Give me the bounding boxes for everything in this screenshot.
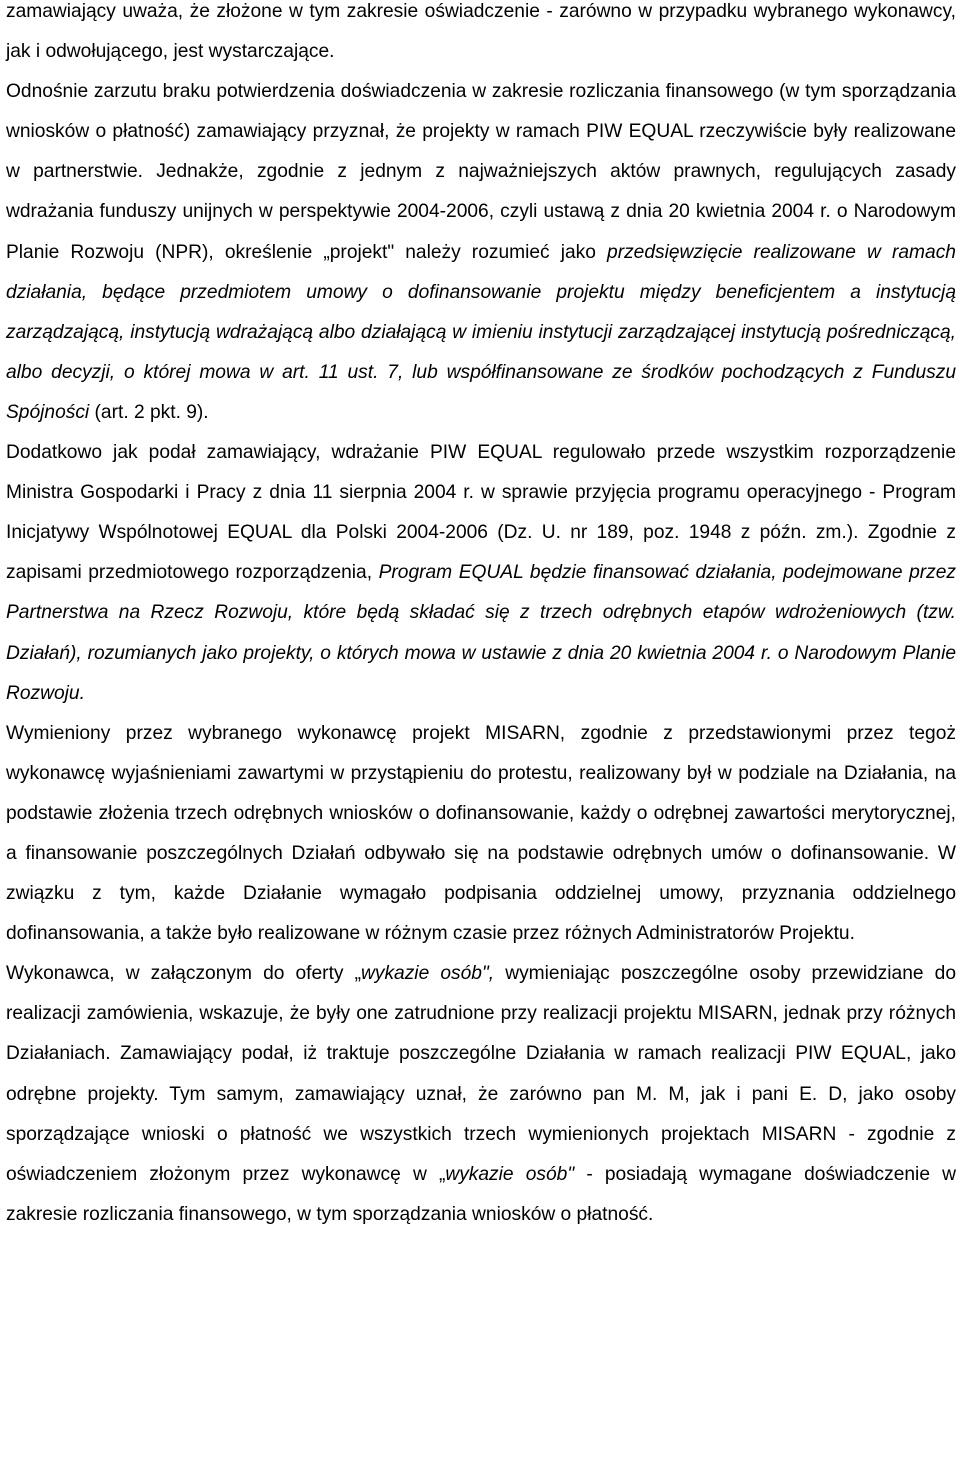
paragraph-1	[6, 0, 956, 72]
paragraph-2-citation: (art. 2 pkt. 9).	[89, 401, 209, 423]
paragraph-3-text: Dodatkowo jak podał zamawiający, wdrażanie PIW EQUAL regulowało przede wszystkim rozporządzenie Ministra Gospodarki i Pracy z dnia 11 sierpnia 2004 r. w sprawie przyjęcia programu operacyjnego - Program Inicjatywy Wspólnotowej EQUAL dla Polski 2004-2006 (Dz. U. nr 189, poz. 1948 z późn. zm.). Zgodnie z zapisami przedmiotowego rozporządzenia,	[6, 442, 956, 584]
paragraph-2-italic-definition: przedsięwzięcie realizowane w ramach działania, będące przedmiotem umowy o dofinansowanie projektu między beneficjentem a instytucją zarządzającą, instytucją wdrażającą albo działającą w imieniu instytucji zarządzającej instytucją pośredniczącą, albo decyzji, o której mowa w art. 11 ust. 7, lub współfinansowane ze środków pochodzących z Funduszu Spójności	[6, 241, 956, 423]
paragraph-5	[6, 954, 956, 1235]
paragraph-5-italic-list-name-2: wykazie osób"	[445, 1163, 575, 1185]
paragraph-5-italic-list-name: wykazie osób",	[361, 963, 495, 985]
paragraph-4-text: Wymieniony przez wybranego wykonawcę projekt MISARN, zgodnie z przedstawionymi przez tegoż wykonawcę wyjaśnieniami zawartymi w przystąpieniu do protestu, realizowany był w podziale na Działania, na podstawie złożenia trzech odrębnych wniosków o dofinansowanie, każdy o odrębnej zawartości merytorycznej, a finansowanie poszczególnych Działań odbywało się na podstawie odrębnych umów o dofinansowanie. W związku z tym, każde Działanie wymagało podpisania oddzielnej umowy, przyznania oddzielnego dofinansowania, a także było realizowane w różnym czasie przez różnych Administratorów Projektu.	[6, 722, 956, 945]
paragraph-4	[6, 714, 956, 955]
paragraph-3	[6, 433, 956, 714]
paragraph-1-text: zamawiający uważa, że złożone w tym zakresie oświadczenie - zarówno w przypadku wybranego wykonawcy, jak i odwołującego, jest wystarczające.	[6, 1, 956, 63]
paragraph-5-text-continued: wymieniając poszczególne osoby przewidziane do realizacji zamówienia, wskazuje, że były one zatrudnione przy realizacji projektu MISARN, jednak przy różnych Działaniach. Zamawiający podał, iż traktuje poszczególne Działania w ramach realizacji PIW EQUAL, jako odrębne projekty. Tym samym, zamawiający uznał, że zarówno pan M. M, jak i pani E. D, jako osoby sporządzające wnioski o płatność we wszystkich trzech wymienionych projektach MISARN - zgodnie z oświadczeniem złożonym przez wykonawcę w „	[6, 963, 956, 1185]
paragraph-3-italic-quote: Program EQUAL będzie finansować działania, podejmowane przez Partnerstwa na Rzecz Rozwoju, które będą składać się z trzech odrębnych etapów wdrożeniowych (tzw. Działań), rozumianych jako projekty, o których mowa w ustawie z dnia 20 kwietnia 2004 r. o Narodowym Planie Rozwoju.	[6, 562, 956, 704]
paragraph-2	[6, 72, 956, 433]
paragraph-5-text-end: - posiadają wymagane doświadczenie w zakresie rozliczania finansowego, w tym sporządzania wniosków o płatność.	[6, 1163, 956, 1225]
paragraph-5-text: Wykonawca, w załączonym do oferty „	[6, 963, 361, 985]
paragraph-2-text: Odnośnie zarzutu braku potwierdzenia doświadczenia w zakresie rozliczania finansowego (w tym sporządzania wniosków o płatność) zamawiający przyznał, że projekty w ramach PIW EQUAL rzeczywiście były realizowane w partnerstwie. Jednakże, zgodnie z jednym z najważniejszych aktów prawnych, regulujących zasady wdrażania funduszy unijnych w perspektywie 2004-2006, czyli ustawą z dnia 20 kwietnia 2004 r. o Narodowym Planie Rozwoju (NPR), określenie „projekt" należy rozumieć jako	[6, 81, 956, 263]
